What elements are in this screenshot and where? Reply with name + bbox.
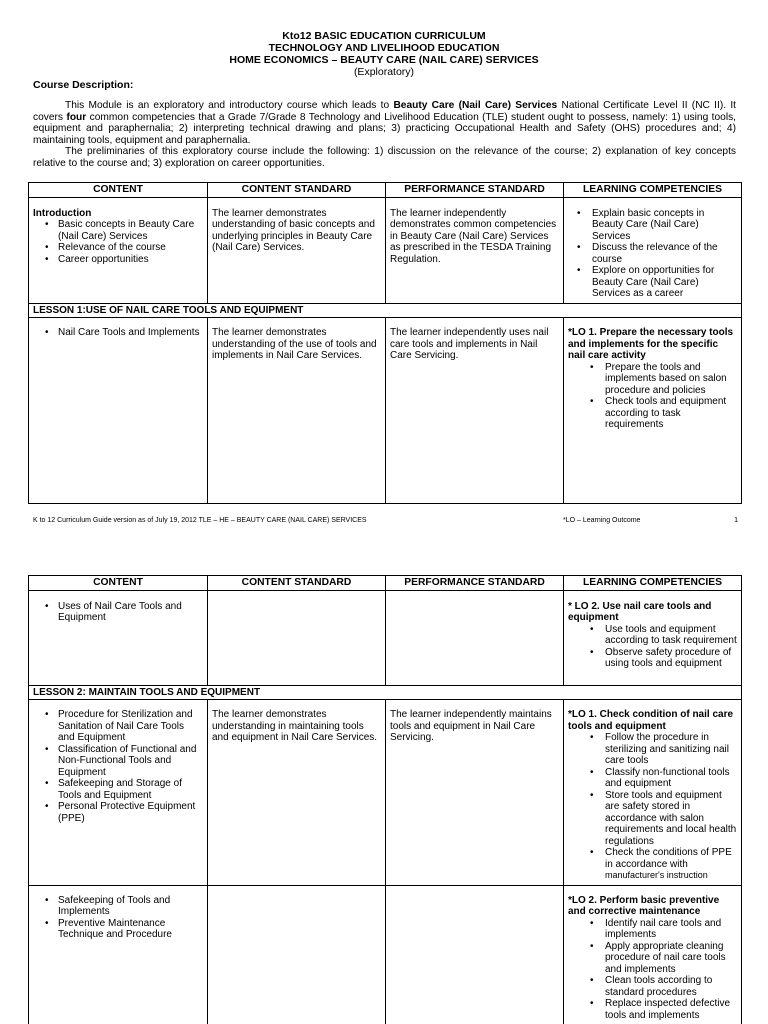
list-item: • Procedure for Sterilization and Sanitation of Nail Care Tools and Equipment <box>33 709 203 744</box>
list-item: • Safekeeping and Storage of Tools and Equipment <box>33 778 203 801</box>
col-header-content: CONTENT <box>29 183 208 198</box>
list-item: • Relevance of the course <box>33 242 203 254</box>
lo-2-list <box>568 918 737 1022</box>
document-header <box>0 30 768 78</box>
description-paragraph-2: The preliminaries of this exploratory course include the following: 1) discussion on the relevance of the course; 2) explanation of key concepts relative to the course and; 3) exploration on career opportunities. <box>33 146 736 169</box>
table-header-row <box>29 183 742 198</box>
table-row-maintenance <box>29 885 742 1024</box>
intro-content-cell <box>29 197 208 303</box>
list-item: • Classify non-functional tools and equipment <box>568 767 737 790</box>
lesson-1-competencies <box>564 318 742 504</box>
lo-1-title: *LO 1. Prepare the necessary tools and implements for the specific nail care activity <box>568 327 734 361</box>
empty-cell <box>208 885 386 1024</box>
list-item: • Identify nail care tools and implements <box>568 918 737 941</box>
list-item: • Explore on opportunities for Beauty Care (Nail Care) Services as a career <box>568 265 737 300</box>
page-number: 1 <box>734 517 738 524</box>
lo-2-title: *LO 2. Perform basic preventive and corrective maintenance <box>568 894 720 917</box>
lesson-1-heading-row <box>29 303 742 318</box>
footer-left: K to 12 Curriculum Guide version as of July 19, 2012 TLE – HE – BEAUTY CARE (NAIL CARE) SERVICES <box>33 517 367 524</box>
header-line-3: HOME ECONOMICS – BEAUTY CARE (NAIL CARE) SERVICES <box>229 54 539 66</box>
intro-title: Introduction <box>33 207 92 219</box>
col-header-performance-standard: PERFORMANCE STANDARD <box>386 183 564 198</box>
uses-competencies <box>564 590 742 685</box>
course-description-label: Course Description: <box>33 79 134 91</box>
col-header-content-standard: CONTENT STANDARD <box>208 576 386 591</box>
lesson-2-competencies <box>564 700 742 886</box>
list-item: • Apply appropriate cleaning procedure of nail care tools and implements <box>568 941 737 976</box>
list-item: • Explain basic concepts in Beauty Care (Nail Care) Services <box>568 208 737 243</box>
col-header-learning-competencies: LEARNING COMPETENCIES <box>564 576 742 591</box>
table-row-uses <box>29 590 742 685</box>
maintenance-competencies <box>564 885 742 1024</box>
list-item: • Basic concepts in Beauty Care (Nail Care) Services <box>33 219 203 242</box>
lo-2-title: * LO 2. Use nail care tools and equipment <box>568 600 712 623</box>
lesson-2-title: LESSON 2: MAINTAIN TOOLS AND EQUIPMENT <box>29 685 742 700</box>
list-item: • Career opportunities <box>33 254 203 266</box>
course-description <box>33 100 736 169</box>
col-header-learning-competencies: LEARNING COMPETENCIES <box>564 183 742 198</box>
table-row-lesson-1 <box>29 318 742 504</box>
col-header-content-standard: CONTENT STANDARD <box>208 183 386 198</box>
list-item: • Observe safety procedure of using tools and equipment <box>568 647 737 670</box>
curriculum-table-page-2 <box>28 575 742 1024</box>
table-row-introduction <box>29 197 742 303</box>
header-line-2: TECHNOLOGY AND LIVELIHOOD EDUCATION <box>268 42 500 54</box>
list-item: • Nail Care Tools and Implements <box>33 327 203 339</box>
intro-performance-standard: The learner independently demonstrates common competencies in Beauty Care (Nail Care) Services as prescribed in the TESDA Training Regulation. <box>386 197 564 303</box>
list-item: • Check tools and equipment according to task requirements <box>568 396 737 431</box>
lesson-2-content-list <box>33 709 203 824</box>
empty-cell <box>386 885 564 1024</box>
list-item: • Use tools and equipment according to task requirement <box>568 624 737 647</box>
list-item <box>568 847 737 882</box>
list-item: • Follow the procedure in sterilizing and sanitizing nail care tools <box>568 732 737 767</box>
lesson-1-performance-standard: The learner independently uses nail care tools and implements in Nail Care Servicing. <box>386 318 564 504</box>
lo-1-list <box>568 362 737 431</box>
desc-text: National Certificate Level II (NC II). It covers <box>33 100 736 123</box>
list-item: • Replace inspected defective tools and implements <box>568 998 737 1021</box>
description-paragraph-1 <box>33 100 736 146</box>
lesson-2-heading-row <box>29 685 742 700</box>
intro-competency-list <box>568 208 737 300</box>
empty-cell <box>208 590 386 685</box>
footer-right: *LO – Learning Outcome <box>563 517 641 524</box>
list-item-text: Check the conditions of PPE in accordance with <box>605 847 732 870</box>
list-item: • Store tools and equipment are safety stored in accordance with salon requirements and local health regulations <box>568 790 737 848</box>
list-item: • Preventive Maintenance Technique and Procedure <box>33 918 203 941</box>
list-item: • Uses of Nail Care Tools and Equipment <box>33 601 203 624</box>
empty-cell <box>386 590 564 685</box>
desc-bold: four <box>66 111 87 123</box>
desc-bold: Beauty Care (Nail Care) Services <box>393 100 558 111</box>
list-item: • Clean tools according to standard procedures <box>568 975 737 998</box>
header-line-4: (Exploratory) <box>353 66 415 78</box>
lo-2-list <box>568 624 737 670</box>
col-header-content: CONTENT <box>29 576 208 591</box>
lo-1-title: *LO 1. Check condition of nail care tools and equipment <box>568 709 734 732</box>
curriculum-table-page-1 <box>28 182 742 504</box>
page-footer <box>33 515 738 527</box>
desc-text: This Module is an exploratory and introductory course which leads to <box>65 100 394 111</box>
list-item: • Prepare the tools and implements based on salon procedure and policies <box>568 362 737 397</box>
list-item: • Classification of Functional and Non-Functional Tools and Equipment <box>33 744 203 779</box>
intro-items <box>33 219 203 265</box>
lesson-2-content-standard: The learner demonstrates understanding in maintaining tools and equipment in Nail Care Services. <box>208 700 386 886</box>
lesson-1-title: LESSON 1:USE OF NAIL CARE TOOLS AND EQUIPMENT <box>29 303 742 318</box>
lesson-1-content-list <box>33 327 203 339</box>
lesson-1-content-standard: The learner demonstrates understanding of the use of tools and implements in Nail Care Services. <box>208 318 386 504</box>
intro-competencies <box>564 197 742 303</box>
lesson-2-performance-standard: The learner independently maintains tools and equipment in Nail Care Servicing. <box>386 700 564 886</box>
lo-1-list <box>568 732 737 882</box>
header-line-1: Kto12 BASIC EDUCATION CURRICULUM <box>282 30 486 42</box>
intro-content-standard: The learner demonstrates understanding of basic concepts and underlying principles in Beauty Care (Nail Care) Services. <box>208 197 386 303</box>
list-item: • Personal Protective Equipment (PPE) <box>33 801 203 824</box>
list-item-text-small: manufacturer's instruction <box>605 870 708 880</box>
uses-content <box>29 590 208 685</box>
uses-content-list <box>33 601 203 624</box>
list-item: • Safekeeping of Tools and Implements <box>33 895 203 918</box>
maintenance-content <box>29 885 208 1024</box>
col-header-performance-standard: PERFORMANCE STANDARD <box>386 576 564 591</box>
list-item: • Discuss the relevance of the course <box>568 242 737 265</box>
lesson-1-content <box>29 318 208 504</box>
maintenance-content-list <box>33 895 203 941</box>
desc-text: common competencies that a Grade 7/Grade 8 Technology and Livelihood Education (TLE) student ought to possess, namely: 1) using tools, equipment and paraphernalia; 2) interpreting technical drawing and plans; 3) practicing Occupational Health and Safety (OHS) procedures and; 4) maintaining tools, equipment and paraphernalia. <box>33 111 737 146</box>
table-header-row <box>29 576 742 591</box>
table-row-lesson-2 <box>29 700 742 886</box>
lesson-2-content <box>29 700 208 886</box>
